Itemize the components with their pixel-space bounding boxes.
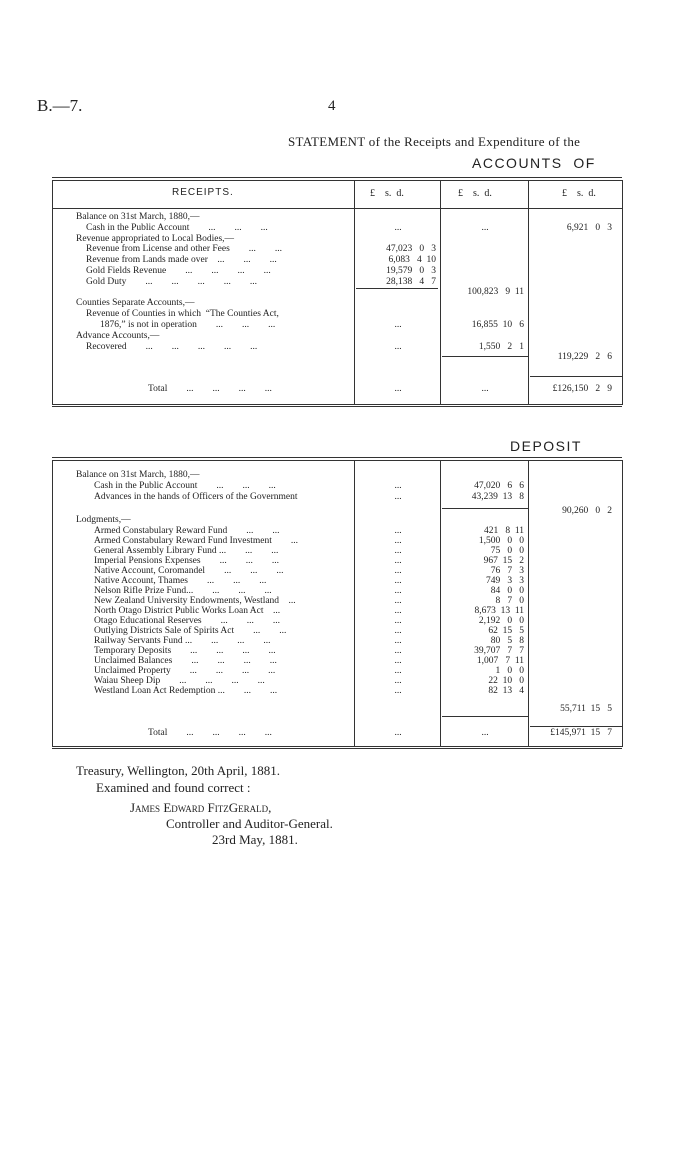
total-c1: ... bbox=[394, 384, 402, 394]
row-label: Nelson Rifle Prize Fund... ... ... ... bbox=[94, 586, 272, 596]
row-c2: 1,007 7 11 bbox=[476, 656, 524, 666]
row-label: Advance Accounts,— bbox=[76, 331, 160, 341]
row-c2: 749 3 3 bbox=[486, 576, 524, 586]
subtotal-2: 55,711 15 5 bbox=[560, 704, 612, 714]
row-label: Cash in the Public Account ... ... ... bbox=[94, 481, 276, 491]
row-c2: 100,823 9 11 bbox=[467, 287, 524, 297]
row-label: Armed Constabulary Reward Fund ... ... bbox=[94, 526, 280, 536]
row-label: Lodgments,— bbox=[76, 515, 131, 525]
row-c1: ... bbox=[394, 320, 402, 330]
row-c2: ... bbox=[481, 223, 489, 233]
row-label: Otago Educational Reserves ... ... ... bbox=[94, 616, 281, 626]
row-label: Counties Separate Accounts,— bbox=[76, 298, 195, 308]
row-c3: 6,921 0 3 bbox=[566, 223, 612, 233]
deposit-heading: DEPOSIT bbox=[510, 438, 582, 454]
row-c1: 6,083 4 10 bbox=[388, 255, 436, 265]
row-c2: 16,855 10 6 bbox=[471, 320, 524, 330]
footer-examined: Examined and found correct : bbox=[96, 780, 251, 795]
row-label: Imperial Pensions Expenses ... ... ... bbox=[94, 556, 279, 566]
row-c2: 1,500 0 0 bbox=[478, 536, 524, 546]
total-c3: £145,971 15 7 bbox=[550, 728, 612, 738]
footer-date: 23rd May, 1881. bbox=[212, 832, 298, 847]
row-label: Unclaimed Balances ... ... ... ... bbox=[94, 656, 277, 666]
row-c2: 82 13 4 bbox=[488, 686, 524, 696]
row-c1: ... bbox=[394, 223, 402, 233]
row-c1: 28,138 4 7 bbox=[386, 277, 436, 287]
row-label: Outlying Districts Sale of Spirits Act ... ... bbox=[94, 626, 287, 636]
row-label: Gold Duty ... ... ... ... ... bbox=[86, 277, 257, 287]
row-c2: 62 15 5 bbox=[488, 626, 524, 636]
footer-treasury: Treasury, Wellington, 20th April, 1881. bbox=[76, 763, 280, 778]
row-c1: ... bbox=[394, 566, 402, 576]
row-label: Revenue of Counties in which “The Counties Act, bbox=[86, 309, 279, 319]
sterling-header-2: £ s. d. bbox=[458, 188, 492, 199]
row-c1: ... bbox=[394, 481, 402, 491]
total-label: Total ... ... ... ... bbox=[148, 384, 272, 394]
row-label: Unclaimed Property ... ... ... ... bbox=[94, 666, 276, 676]
row-label: Native Account, Coromandel ... ... ... bbox=[94, 566, 284, 576]
sterling-header-3: £ s. d. bbox=[562, 188, 596, 199]
row-c2: 39,707 7 7 bbox=[474, 646, 524, 656]
total-c3: £126,150 2 9 bbox=[552, 384, 612, 394]
row-label: New Zealand University Endowments, Westland ... bbox=[94, 596, 296, 606]
statement-heading: STATEMENT of the Receipts and Expenditure of the bbox=[288, 134, 581, 149]
accounts-of-heading: ACCOUNTS OF bbox=[472, 155, 596, 171]
row-c1: ... bbox=[394, 666, 402, 676]
row-label: Temporary Deposits ... ... ... ... bbox=[94, 646, 276, 656]
row-c2: 43,239 13 8 bbox=[471, 492, 524, 502]
row-label: North Otago District Public Works Loan Act ... bbox=[94, 606, 281, 616]
row-c1: ... bbox=[394, 342, 402, 352]
row-c1: 47,023 0 3 bbox=[386, 244, 436, 254]
row-c2: 80 5 8 bbox=[490, 636, 524, 646]
total-label: Total ... ... ... ... bbox=[148, 728, 272, 738]
row-label: Advances in the hands of Officers of the Government bbox=[94, 492, 298, 502]
row-c2: 421 8 11 bbox=[483, 526, 524, 536]
total-c1: ... bbox=[394, 728, 402, 738]
row-c2: 22 10 0 bbox=[488, 676, 524, 686]
row-c2: 1,550 2 1 bbox=[478, 342, 524, 352]
row-c1: ... bbox=[394, 492, 402, 502]
row-c2: 2,192 0 0 bbox=[478, 616, 524, 626]
row-c2: 47,020 6 6 bbox=[474, 481, 524, 491]
total-c2: ... bbox=[481, 384, 489, 394]
row-c1: ... bbox=[394, 576, 402, 586]
row-c1: ... bbox=[394, 616, 402, 626]
document-ref: B.—7. bbox=[37, 96, 83, 115]
row-label: 1876,” is not in operation ... ... ... bbox=[100, 320, 276, 330]
receipts-header: RECEIPTS. bbox=[172, 187, 234, 198]
row-c1: ... bbox=[394, 676, 402, 686]
row-c2: 84 0 0 bbox=[490, 586, 524, 596]
row-label: Waiau Sheep Dip ... ... ... ... bbox=[94, 676, 265, 686]
footer-signer: James Edward FitzGerald, bbox=[130, 800, 272, 815]
row-c1: ... bbox=[394, 596, 402, 606]
row-label: Revenue from License and other Fees ... ... bbox=[86, 244, 283, 254]
row-label: Armed Constabulary Reward Fund Investment ... bbox=[94, 536, 298, 546]
row-c1: ... bbox=[394, 586, 402, 596]
row-label: Westland Loan Act Redemption ... ... ... bbox=[94, 686, 278, 696]
row-label: General Assembly Library Fund ... ... ... bbox=[94, 546, 279, 556]
row-c1: ... bbox=[394, 686, 402, 696]
row-label: Revenue appropriated to Local Bodies,— bbox=[76, 234, 235, 244]
row-c1: ... bbox=[394, 656, 402, 666]
row-label: Balance on 31st March, 1880,— bbox=[76, 470, 200, 480]
row-c1: ... bbox=[394, 626, 402, 636]
subtotal-1: 90,260 0 2 bbox=[562, 506, 612, 516]
row-c1: ... bbox=[394, 546, 402, 556]
sterling-header-1: £ s. d. bbox=[370, 188, 404, 199]
row-label: Recovered ... ... ... ... ... bbox=[86, 342, 258, 352]
row-label: Gold Fields Revenue ... ... ... ... bbox=[86, 266, 271, 276]
row-c2: 76 7 3 bbox=[490, 566, 524, 576]
total-c2: ... bbox=[481, 728, 489, 738]
row-c1: ... bbox=[394, 556, 402, 566]
page-number: 4 bbox=[328, 98, 336, 114]
row-c1: ... bbox=[394, 606, 402, 616]
row-c2: 967 15 2 bbox=[483, 556, 524, 566]
row-label: Revenue from Lands made over ... ... ... bbox=[86, 255, 277, 265]
row-c2: 75 0 0 bbox=[490, 546, 524, 556]
row-label: Native Account, Thames ... ... ... bbox=[94, 576, 267, 586]
row-c1: ... bbox=[394, 526, 402, 536]
row-c2: 8,673 13 11 bbox=[474, 606, 524, 616]
row-c2: 1 0 0 bbox=[495, 666, 524, 676]
row-c1: ... bbox=[394, 636, 402, 646]
row-label: Railway Servants Fund ... ... ... ... bbox=[94, 636, 271, 646]
footer-role: Controller and Auditor-General. bbox=[166, 816, 333, 831]
row-label: Cash in the Public Account ... ... ... bbox=[86, 223, 268, 233]
row-label: Balance on 31st March, 1880,— bbox=[76, 212, 200, 222]
row-c1: ... bbox=[394, 646, 402, 656]
row-c3: 119,229 2 6 bbox=[557, 352, 612, 362]
row-c2: 8 7 0 bbox=[495, 596, 524, 606]
row-c1: ... bbox=[394, 536, 402, 546]
row-c1: 19,579 0 3 bbox=[386, 266, 436, 276]
